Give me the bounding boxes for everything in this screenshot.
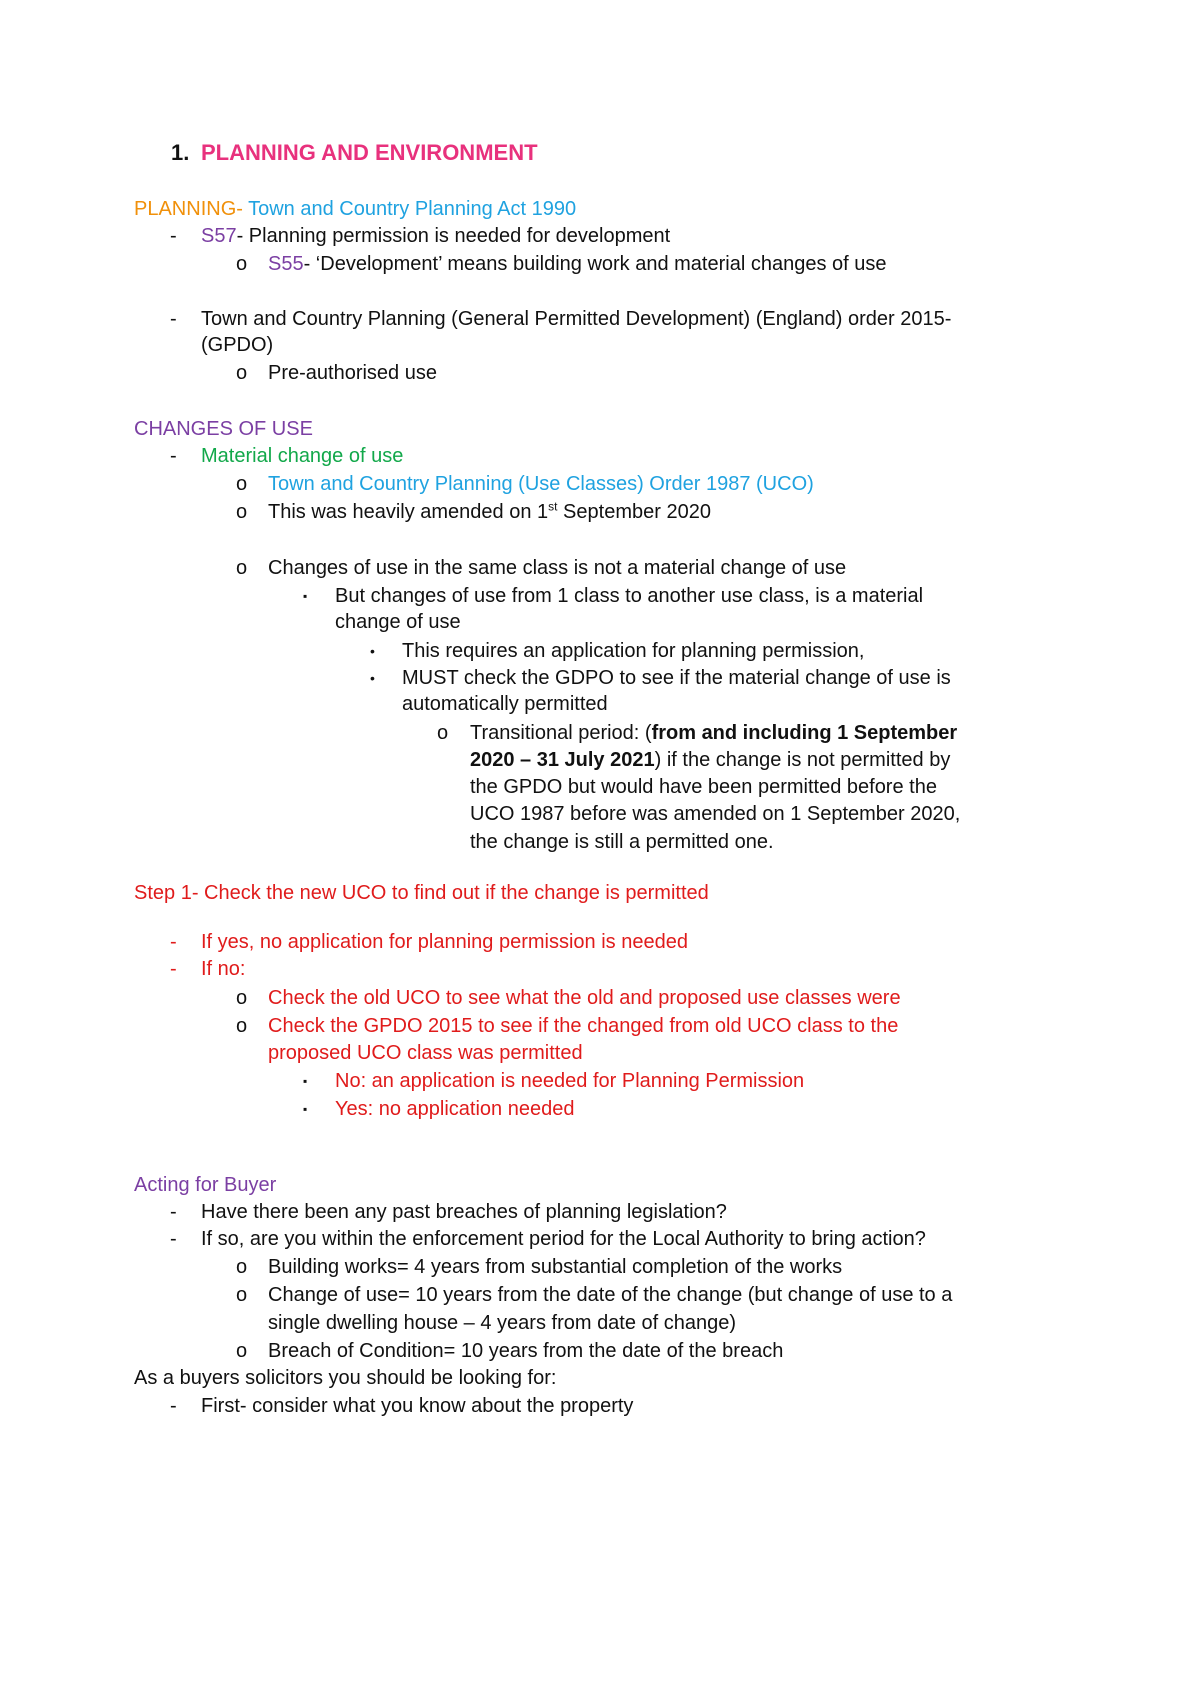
changes-heading: CHANGES OF USE — [134, 418, 313, 440]
breach-line: Breach of Condition= 10 years from the date of the breach — [268, 1340, 784, 1362]
same-class-line: Changes of use in the same class is not a material change of use — [268, 557, 847, 579]
change-of-use-line-1: Change of use= 10 years from the date of the change (but change of use to a — [268, 1284, 953, 1306]
circle-bullet: o — [236, 1256, 248, 1278]
amended-line — [268, 499, 711, 525]
first-consider-line: First- consider what you know about the property — [201, 1395, 634, 1417]
trans-text-c: ) if the change is not permitted by — [654, 749, 951, 771]
amended-sup: st — [548, 499, 558, 514]
building-works-line: Building works= 4 years from substantial completion of the works — [268, 1256, 843, 1278]
circle-bullet: o — [236, 1015, 248, 1037]
square-bullet: ▪ — [303, 1102, 308, 1116]
yes-app-line: Yes: no application needed — [335, 1098, 575, 1120]
check-gpdo-line-2: proposed UCO class was permitted — [268, 1042, 583, 1064]
dash-bullet: - — [170, 1395, 177, 1417]
dash-bullet: - — [170, 958, 177, 980]
circle-bullet: o — [236, 362, 248, 384]
dash-bullet: - — [170, 445, 177, 467]
amended-text-a: This was heavily amended on 1 — [268, 501, 549, 523]
circle-bullet: o — [437, 722, 449, 744]
circle-bullet: o — [236, 473, 248, 495]
if-yes-line: If yes, no application for planning permission is needed — [201, 931, 688, 953]
circle-bullet: o — [236, 253, 248, 275]
transitional-line-4: UCO 1987 before was amended on 1 September 2020, — [470, 803, 961, 825]
s57-text: - Planning permission is needed for development — [236, 225, 671, 247]
s57-line — [201, 223, 670, 249]
buyer-q1: Have there been any past breaches of planning legislation? — [201, 1201, 727, 1223]
if-no-line: If no: — [201, 958, 246, 980]
dash-bullet: - — [170, 931, 177, 953]
heading-number: 1. — [171, 140, 190, 165]
square-bullet: ▪ — [303, 1074, 308, 1088]
dot-bullet: • — [370, 643, 375, 659]
square-bullet: ▪ — [303, 589, 308, 603]
no-app-line: No: an application is needed for Planning Permission — [335, 1070, 805, 1092]
another-class-line-1: But changes of use from 1 class to another use class, is a material — [335, 585, 924, 607]
check-gpdo-line-1: Check the GPDO 2015 to see if the changed from old UCO class to the — [268, 1015, 899, 1037]
must-check-line-1: MUST check the GDPO to see if the material change of use is — [402, 667, 951, 689]
gpdo-line-2: (GPDO) — [201, 334, 274, 356]
planning-header — [134, 196, 576, 222]
preauth-line: Pre-authorised use — [268, 362, 437, 384]
material-change-line: Material change of use — [201, 445, 404, 467]
dash-bullet: - — [170, 1228, 177, 1250]
check-old-line: Check the old UCO to see what the old and proposed use classes were — [268, 987, 901, 1009]
trans-dates: 2020 – 31 July 2021 — [470, 749, 655, 771]
circle-bullet: o — [236, 557, 248, 579]
amended-text-b: September 2020 — [557, 501, 711, 523]
trans-text-b: from and including 1 September — [651, 722, 958, 744]
circle-bullet: o — [236, 501, 248, 523]
solicitors-line: As a buyers solicitors you should be looking for: — [134, 1367, 557, 1389]
circle-bullet: o — [236, 1284, 248, 1306]
uco-line: Town and Country Planning (Use Classes) Order 1987 (UCO) — [268, 473, 814, 495]
buyer-heading: Acting for Buyer — [134, 1174, 277, 1196]
change-of-use-line-2: single dwelling house – 4 years from date of change) — [268, 1312, 737, 1334]
dash-bullet: - — [170, 1201, 177, 1223]
transitional-line-2 — [470, 747, 950, 773]
circle-bullet: o — [236, 987, 248, 1009]
s57-ref: S57 — [201, 225, 237, 247]
transitional-line-5: the change is still a permitted one. — [470, 831, 774, 853]
dot-bullet: • — [370, 670, 375, 686]
s55-line — [268, 251, 887, 277]
transitional-line-1 — [470, 720, 957, 746]
dash-bullet: - — [170, 225, 177, 247]
requires-app-line: This requires an application for planning permission, — [402, 640, 865, 662]
dash-bullet: - — [170, 308, 177, 330]
s55-ref: S55 — [268, 253, 304, 275]
buyer-q2: If so, are you within the enforcement period for the Local Authority to bring action? — [201, 1228, 926, 1250]
circle-bullet: o — [236, 1340, 248, 1362]
transitional-line-3: the GPDO but would have been permitted before the — [470, 776, 937, 798]
planning-act: Town and Country Planning Act 1990 — [248, 198, 577, 220]
step1-heading: Step 1- Check the new UCO to find out if the change is permitted — [134, 882, 709, 904]
gpdo-line-1: Town and Country Planning (General Permitted Development) (England) order 2015- — [201, 308, 952, 330]
s55-text: - ‘Development’ means building work and material changes of use — [303, 253, 887, 275]
another-class-line-2: change of use — [335, 611, 461, 633]
must-check-line-2: automatically permitted — [402, 693, 608, 715]
planning-sep: - — [236, 198, 249, 220]
page-title: PLANNING AND ENVIRONMENT — [201, 140, 538, 165]
planning-label: PLANNING — [134, 198, 237, 220]
trans-text-a: Transitional period: ( — [470, 722, 652, 744]
